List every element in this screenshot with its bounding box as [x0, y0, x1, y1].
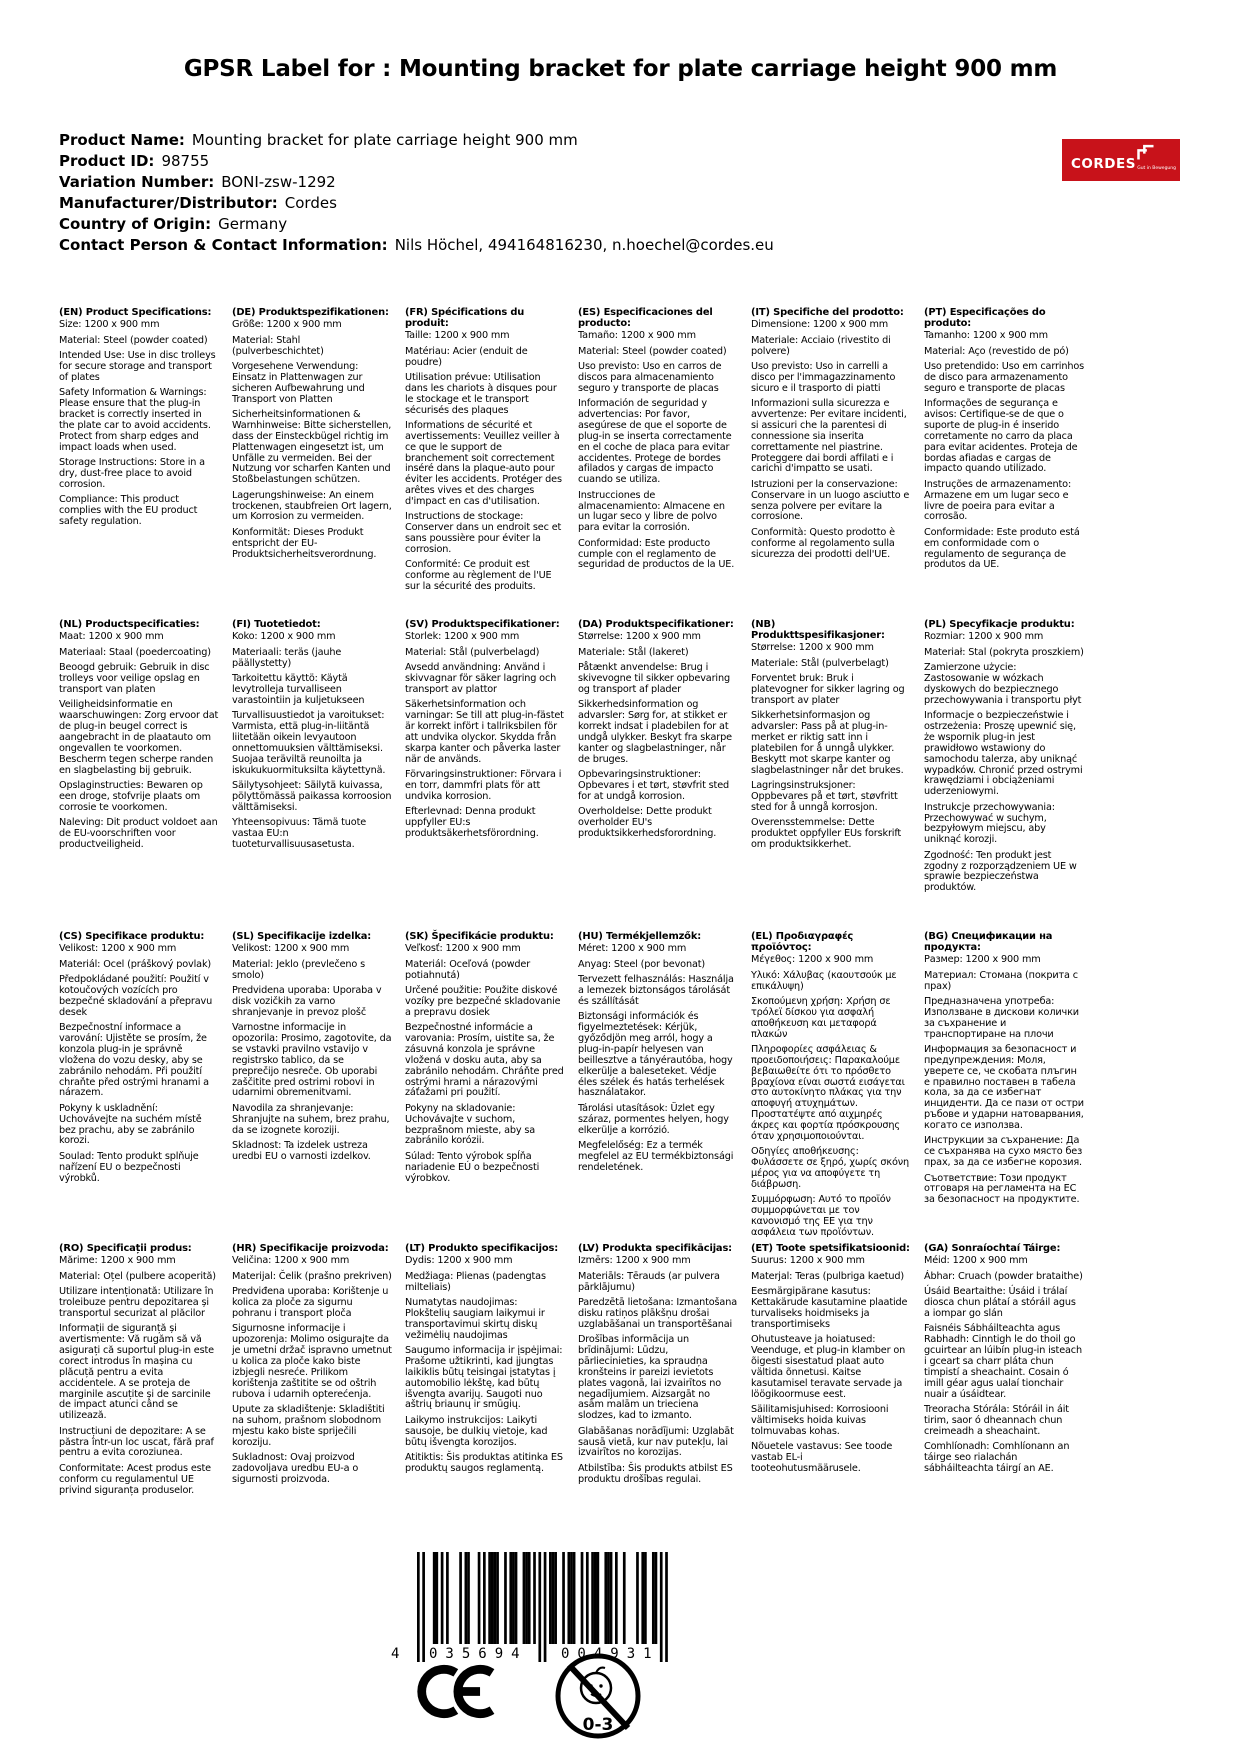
language-paragraph: Glabāšanas norādījumi: Uzglabāt sausā vietā, kur nav putekļu, lai izvairītos no korozijas.	[578, 1425, 734, 1459]
language-paragraph: Drošības informācija un brīdinājumi: Lūdzu, pārliecinieties, ka spraudņa kronšteins ir pareizi ievietots plates vagonā, lai izvairītos no negadījumiem. Aizsargāt no asām malām un trieciena slodzes, kad to izmanto.	[578, 1334, 721, 1422]
product-info-label: Country of Origin:	[59, 214, 212, 233]
language-paragraph: Tervezett felhasználás: Használja a lemezek biztonságos tárolását és szállítását	[578, 974, 734, 1007]
language-paragraphs	[578, 632, 738, 839]
language-paragraph: Naleving: Dit product voldoet aan de EU-voorschriften voor productveiligheid.	[59, 816, 218, 850]
language-paragraph: Koko: 1200 x 900 mm	[232, 631, 336, 643]
language-paragraph: Información de seguridad y advertencias: Por favor, asegúrese de que el soporte de plug-in se inserta correctamente en el coche de placa para evitar accidentes. Protege de bordes afilados y cargas de impacto cuando se utiliza.	[578, 398, 732, 486]
product-info	[59, 130, 774, 255]
product-info-row	[59, 151, 774, 172]
language-paragraphs	[405, 632, 565, 839]
language-paragraph: Conformidade: Este produto está em conformidade com o regulamento de segurança de produtos da UE.	[924, 526, 1080, 571]
language-paragraph: Compliance: This product complies with the EU product safety regulation.	[59, 494, 198, 527]
language-paragraph: Předpokládané použití: Použití v kotoučových vozících pro bezpečné skladování a přepravu desek	[59, 974, 213, 1018]
language-grid	[59, 308, 1097, 1556]
language-heading: (ET) Toote spetsifikatsioonid:	[751, 1243, 910, 1254]
language-paragraph: Konformität: Dieses Produkt entspricht der EU-Produktsicherheitsverordnung.	[232, 526, 377, 560]
language-block	[924, 308, 1097, 620]
language-paragraph: Инструкции за съхранение: Да се съхранява на сухо място без прах, за да се избегне корозия.	[924, 1135, 1083, 1169]
language-paragraph: Informacje o bezpieczeństwie i ostrzeżenia: Proszę upewnić się, że wspornik plug-in jest prawidłowo wstawiony do samochodu talerza, aby uniknąć wypadków. Chronić przed ostrymi krawędziami i obciążeniami uderzeniowymi.	[924, 710, 1083, 798]
language-paragraph: Rozmiar: 1200 x 900 mm	[924, 631, 1044, 643]
language-block	[232, 308, 405, 620]
language-paragraph: Opbevaringsinstruktioner: Opbevares i et tørt, støvfrit sted for at undgå korrosion.	[578, 768, 730, 802]
language-paragraphs	[751, 643, 911, 850]
language-paragraph: Πληροφορίες ασφάλειας & προειδοποιήσεις: Παρακαλούμε βεβαιωθείτε ότι το πρόσθετο βραχίονα είναι σωστά εισάγεται στο αυτοκίνητο πλάκας για την αποφυγή ατυχημάτων. Προστατέψτε από αιχμηρές άκρες και φορτία πρόσκρουσης όταν χρησιμοποιούνται.	[751, 1043, 905, 1143]
language-block	[751, 308, 924, 620]
language-paragraph: Material: Oțel (pulbere acoperită)	[59, 1270, 216, 1282]
language-paragraph: Určené použitie: Použite diskové vozíky pre bezpečné skladovanie a prepravu dosiek	[405, 984, 561, 1018]
language-paragraph: Σκοπούμενη χρήση: Χρήση σε τρόλεϊ δίσκου για ασφαλή αποθήκευση και μεταφορά πλακών	[751, 995, 891, 1040]
language-paragraph: Οδηγίες αποθήκευσης: Φυλάσσετε σε ξηρό, χωρίς σκόνη μέρος για να αποφύγετε τη διάβρωση.	[751, 1146, 909, 1191]
language-paragraph: Opslaginstructies: Bewaren op een droge, stofvrije plaats om corrosie te voorkomen.	[59, 779, 203, 813]
language-paragraph: Predvidena uporaba: Uporaba v disk vozičkih za varno shranjevanje in prevoz plošč	[232, 984, 382, 1018]
language-paragraph: Soulad: Tento produkt splňuje nařízení EU o bezpečnosti výrobků.	[59, 1150, 199, 1184]
product-info-value: BONI-zsw-1292	[221, 172, 336, 191]
cordes-arrows-icon	[1136, 143, 1156, 161]
language-paragraphs	[578, 944, 738, 1173]
language-paragraph: Zgodność: Ten produkt jest zgodny z rozporządzeniem UE w sprawie bezpieczeństwa produktów.	[924, 849, 1077, 894]
language-paragraph: Sukladnost: Ovaj proizvod zadovoljava uredbu EU-a o sigurnosti proizvoda.	[232, 1451, 359, 1485]
language-paragraph: Turvallisuustiedot ja varoitukset: Varmista, että plug-in-liitäntä liitetään oikein levyautoon onnettomuuksien välttämiseksi. Suojaa teräviltä reunoilta ja iskukukuormituksilta käytettynä.	[232, 710, 386, 776]
language-paragraphs	[578, 331, 738, 571]
product-info-value: 98755	[161, 151, 210, 170]
language-heading: (GA) Sonraíochtaí Táirge:	[924, 1243, 1061, 1254]
language-paragraph: Safety Information & Warnings: Please ensure that the plug-in bracket is correctly inserted in the plate car to avoid accidents. Protect from sharp edges and impact loads when used.	[59, 387, 211, 453]
language-paragraph: Dydis: 1200 x 900 mm	[405, 1255, 513, 1267]
language-paragraph: Paredzētā lietošana: Izmantošana disku ratiņos plākšņu drošai uzglabāšanai un transportēšanai	[578, 1296, 737, 1330]
language-paragraphs	[232, 1256, 392, 1485]
language-paragraph: Storage Instructions: Store in a dry, dust-free place to avoid corrosion.	[59, 456, 205, 490]
language-paragraph: Vorgesehene Verwendung: Einsatz in Plattenwagen zur sicheren Aufbewahrung und Transport von Platten	[232, 360, 365, 405]
language-paragraph: Utilizare intenționată: Utilizare în troleibuze pentru depozitarea și transportul securizat al plăcilor	[59, 1286, 214, 1319]
language-paragraph: Treoracha Stórála: Stóráil in áit tirim, saor ó dheannach chun creimeadh a sheachaint.	[924, 1403, 1069, 1437]
language-block	[578, 308, 751, 620]
language-paragraph: Megfelelőség: Ez a termék megfelel az EU termékbiztonsági rendeletének.	[578, 1139, 734, 1173]
language-paragraphs	[405, 944, 565, 1184]
product-info-row	[59, 235, 774, 256]
language-paragraph: Predviđena uporaba: Korištenje u kolica za ploče za sigurnu pohranu i transport ploča	[232, 1286, 389, 1319]
age-warning-0-3-icon	[552, 1650, 644, 1742]
language-paragraph: Suurus: 1200 x 900 mm	[751, 1255, 865, 1267]
language-block	[751, 1244, 924, 1556]
language-paragraphs	[232, 944, 392, 1162]
barcode-left-digits: 035694	[429, 1646, 528, 1662]
language-paragraphs	[751, 320, 911, 560]
language-paragraph: Säilytysohjeet: Säilytä kuivassa, pölyttömässä paikassa korroosion välttämiseksi.	[232, 779, 392, 813]
language-paragraph: Skladnost: Ta izdelek ustreza uredbi EU o varnosti izdelkov.	[232, 1139, 371, 1162]
language-paragraph: Ohutusteave ja hoiatused: Veenduge, et plug-in klamber on õigesti sisestatud plaat auto vältida õnnetusi. Kaitse kasutamisel teravate servade ja löögikoormuse eest.	[751, 1334, 906, 1400]
language-paragraph: Υλικό: Χάλυβας (καουτσούκ με επικάλυψη)	[751, 969, 897, 992]
language-paragraph: Numatytas naudojimas: Plokštelių saugiam laikymui ir transportavimui skirtų diskų vežimėlių naudojimas	[405, 1296, 545, 1341]
language-block	[751, 932, 924, 1244]
language-paragraph: Conformità: Questo prodotto è conforme al regolamento sulla sicurezza dei prodotti dell'UE.	[751, 526, 895, 560]
language-paragraph: Materiale: Acciaio (rivestito di polvere)	[751, 334, 891, 357]
language-paragraph: Tarkoitettu käyttö: Käytä levytrolleja turvalliseen varastointiin ja kuljetukseen	[232, 672, 365, 706]
language-paragraph: Velikost: 1200 x 900 mm	[232, 943, 350, 955]
language-paragraph: Förvaringsinstruktioner: Förvara i en torr, dammfri plats för att undvika korrosion.	[405, 768, 562, 802]
language-heading: (FI) Tuotetiedot:	[232, 619, 321, 630]
language-paragraph: Material: Steel (powder coated)	[578, 345, 727, 357]
language-block	[232, 1244, 405, 1556]
product-info-label: Manufacturer/Distributor:	[59, 193, 278, 212]
barcode-lead-digit: 4	[391, 1646, 400, 1662]
ean13-barcode	[391, 1552, 681, 1666]
language-heading: (CS) Specifikace produktu:	[59, 931, 205, 942]
language-paragraphs	[405, 1256, 565, 1474]
language-paragraph: Atitiktis: Šis produktas atitinka ES produktų saugos reglamentą.	[405, 1451, 563, 1474]
language-paragraph: Atbilstība: Šis produkts atbilst ES produktu drošības regulai.	[578, 1462, 733, 1485]
cordes-logo	[1062, 139, 1180, 181]
language-paragraph: Navodila za shranjevanje: Shranjujte na suhem, brez prahu, da se izognete koroziji.	[232, 1102, 390, 1136]
language-paragraph: Размер: 1200 x 900 mm	[924, 954, 1041, 966]
language-block	[924, 620, 1097, 932]
language-paragraph: Intended Use: Use in disc trolleys for secure storage and transport of plates	[59, 350, 216, 383]
language-block	[751, 620, 924, 932]
language-paragraph: Eesmärgipärane kasutus: Kettakärude kasutamine plaatide turvaliseks hoidmiseks ja transportimiseks	[751, 1286, 908, 1330]
language-paragraph: Medžiaga: Plienas (padengtas milteliais)	[405, 1270, 546, 1293]
language-paragraphs	[924, 955, 1084, 1206]
language-paragraph: Anyag: Steel (por bevonat)	[578, 958, 706, 970]
cordes-logo-tagline: Gut in Bewegung	[1137, 166, 1176, 171]
language-paragraph: Matériau: Acier (enduit de poudre)	[405, 345, 528, 368]
language-paragraph: Laikymo instrukcijos: Laikyti sausoje, be dulkių vietoje, kad būtų išvengta korozijos.	[405, 1414, 548, 1448]
language-paragraph: Conformidad: Este producto cumple con el reglamento de seguridad de productos de la UE.	[578, 537, 735, 571]
product-info-value: Nils Höchel, 494164816230, n.hoechel@cordes.eu	[394, 235, 774, 254]
language-paragraphs	[924, 1256, 1084, 1474]
language-paragraphs	[59, 632, 219, 850]
language-heading: (DA) Produktspecifikationer:	[578, 619, 734, 630]
language-paragraph: Zamierzone użycie: Zastosowanie w wózkach dyskowych do bezpiecznego przechowywania i transportu płyt	[924, 662, 1082, 706]
language-paragraph: Beoogd gebruik: Gebruik in disc trolleys voor veilige opslag en transport van platen	[59, 662, 210, 695]
language-paragraph: Ábhar: Cruach (powder brataithe)	[924, 1270, 1083, 1282]
language-heading: (NB) Produkttspesifikasjoner:	[751, 619, 885, 641]
age-warning-label: 0-3	[582, 1715, 614, 1735]
language-paragraph: Materiale: Stål (pulverbelagt)	[751, 657, 889, 669]
language-paragraph: Biztonsági információk és figyelmeztetések: Kérjük, győződjön meg arról, hogy a plug-in-papír helyesen van beillesztve a tányérautóba, hogy elkerülje a baleseteket. Védje éles szélek és hatás terhelések használatakor.	[578, 1011, 733, 1099]
language-heading: (LT) Produkto specifikacijos:	[405, 1243, 559, 1254]
language-paragraph: Utilisation prévue: Utilisation dans les chariots à disques pour le stockage et le transport sécurisés des plaques	[405, 371, 557, 416]
product-info-row	[59, 193, 774, 214]
language-paragraph: Méid: 1200 x 900 mm	[924, 1255, 1028, 1267]
language-heading: (RO) Specificații produs:	[59, 1243, 192, 1254]
language-heading: (FR) Spécifications du produit:	[405, 307, 525, 329]
language-paragraph: Lagerungshinweise: An einem trockenen, staubfreien Ort lagern, um Korrosion zu vermeiden.	[232, 489, 392, 523]
language-heading: (NL) Productspecificaties:	[59, 619, 200, 630]
language-paragraph: Instructions de stockage: Conserver dans un endroit sec et sans poussière pour éviter la corrosion.	[405, 511, 562, 556]
language-paragraph: Sigurnosne informacije i upozorenja: Molimo osigurajte da je umetni držač ispravno umetnut u kolica za ploče kako biste izbjegli nesreće. Prilikom korištenja zaštitite se od oštrih rubova i udarnih opterećenja.	[232, 1323, 392, 1400]
language-paragraph: Instrucțiuni de depozitare: A se păstra într-un loc uscat, fără praf pentru a evita coroziunea.	[59, 1425, 214, 1459]
language-paragraph: Säkerhetsinformation och varningar: Se till att plug-in-fästet är korrekt infört i tallriksbilen för att undvika olyckor. Skydda från skarpa kanter och påverka laster när de används.	[405, 699, 564, 765]
language-block	[59, 1244, 232, 1556]
language-paragraph: Méret: 1200 x 900 mm	[578, 943, 687, 955]
language-paragraph: Informations de sécurité et avertissements: Veuillez veiller à ce que le support de branchement soit correctement inséré dans la plaque-auto pour éviter les accidents. Protéger des arêtes vives et des charges d'impact en cas d'utilisation.	[405, 419, 562, 508]
language-paragraph: Предназначена употреба: Използване в дискови колички за съхранение и транспортиране на плочи	[924, 995, 1079, 1040]
language-paragraph: Pokyny k uskladnění: Uchovávejte na suchém místě bez prachu, aby se zabránilo korozi.	[59, 1102, 202, 1147]
language-block	[59, 932, 232, 1244]
language-paragraph: Materiāls: Tērauds (ar pulvera pārklājumu)	[578, 1270, 720, 1293]
language-paragraph: Sikkerhedsinformation og advarsler: Sørg for, at stikket er korrekt indsat i pladebilen for at undgå ulykker. Beskyt fra skarpe kanter og slagbelastninger, når de bruges.	[578, 699, 732, 765]
language-paragraph: Material: Stål (pulverbelagd)	[405, 646, 540, 658]
language-paragraph: Mărime: 1200 x 900 mm	[59, 1255, 176, 1267]
language-paragraph: Comhlíonadh: Comhlíonann an táirge seo rialachán sábháilteachta táirgí an AE.	[924, 1440, 1070, 1474]
language-paragraph: Úsáid Beartaithe: Úsáid i trálaí diosca chun plátaí a stóráil agus a iompar go slán	[924, 1286, 1076, 1319]
language-paragraph: Materiale: Stål (lakeret)	[578, 646, 689, 658]
language-paragraph: Instrucciones de almacenamiento: Almacene en un lugar seco y libre de polvo para evitar la corrosión.	[578, 489, 725, 534]
cordes-logo-text: CORDES	[1071, 156, 1136, 172]
language-paragraphs	[924, 331, 1084, 571]
language-paragraph: Veľkosť: 1200 x 900 mm	[405, 943, 521, 955]
product-info-row	[59, 130, 774, 151]
language-paragraph: Påtænkt anvendelse: Brug i skivevogne til sikker opbevaring og transport af plader	[578, 662, 730, 695]
language-paragraphs	[59, 320, 219, 527]
ce-mark-icon	[415, 1664, 499, 1719]
language-paragraph: Größe: 1200 x 900 mm	[232, 319, 342, 331]
language-paragraph: Säilitamisjuhised: Korrosiooni vältimiseks hoida kuivas tolmuvabas kohas.	[751, 1403, 889, 1437]
language-paragraph: Forventet bruk: Bruk i platevogner for sikker lagring og transport av plater	[751, 672, 905, 706]
language-paragraph: Velikost: 1200 x 900 mm	[59, 943, 177, 955]
language-block	[232, 620, 405, 932]
product-info-label: Contact Person & Contact Information:	[59, 235, 388, 254]
language-heading: (BG) Спецификации на продукта:	[924, 931, 1053, 953]
language-paragraph: Materiaali: teräs (jauhe päällystetty)	[232, 646, 342, 669]
language-heading: (ES) Especificaciones del producto:	[578, 307, 713, 329]
language-paragraphs	[405, 331, 565, 593]
language-block	[405, 932, 578, 1244]
language-heading: (HU) Termékjellemzők:	[578, 931, 702, 942]
language-block	[405, 620, 578, 932]
language-paragraph: Materijal: Čelik (prašno prekriven)	[232, 1270, 392, 1282]
language-heading: (SL) Specifikacije izdelka:	[232, 931, 372, 942]
product-info-label: Variation Number:	[59, 172, 215, 191]
product-info-row	[59, 172, 774, 193]
language-paragraphs	[751, 1256, 911, 1474]
language-heading: (SK) Špecifikácie produktu:	[405, 931, 554, 942]
language-paragraph: Sicherheitsinformationen & Warnhinweise: Bitte sicherstellen, dass der Einsteckbügel richtig im Plattenwagen eingesetzt ist, um Unfälle zu vermeiden. Bei der Nutzung vor scharfen Kanten und Stoßbelastungen schützen.	[232, 408, 392, 486]
language-paragraph: Størrelse: 1200 x 900 mm	[751, 642, 874, 654]
language-paragraph: Bezpečnostní informace a varování: Ujistěte se prosím, že konzola plug-in je správně vložena do vozu desky, aby se zabránilo nehodám. Při použití chraňte před ostrými hranami a nárazem.	[59, 1022, 209, 1099]
baby-face-icon	[581, 1673, 611, 1703]
language-paragraph: Faisnéis Sábháilteachta agus Rabhadh: Cinntigh le do thoil go gcuirtear an lúibín plug-in isteach i gceart sa charr pláta chun timpistí a sheachaint. Cosain ó imill géar agus ualaí tionchair nuair a úsáidtear.	[924, 1323, 1082, 1400]
language-paragraph: Instruções de armazenamento: Armazene em um lugar seco e livre de poeira para evitar a corrosão.	[924, 478, 1072, 523]
language-paragraph: Overensstemmelse: Dette produktet oppfyller EUs forskrift om produktsikkerhet.	[751, 816, 902, 850]
language-paragraphs	[232, 632, 392, 850]
language-paragraph: Veiligheidsinformatie en waarschuwingen: Zorg ervoor dat de plug-in beugel correct is aangebracht in de plaatauto om ongevallen te voorkomen. Bescherm tegen scherpe randen en slagbelasting bij gebruik.	[59, 699, 219, 776]
language-paragraph: Material: Stahl (pulverbeschichtet)	[232, 334, 324, 357]
language-block	[578, 932, 751, 1244]
language-block	[924, 1244, 1097, 1556]
language-paragraphs	[578, 1256, 738, 1485]
language-paragraph: Material: Aço (revestido de pó)	[924, 345, 1069, 357]
language-block	[578, 620, 751, 932]
language-paragraph: Istruzioni per la conservazione: Conservare in un luogo asciutto e senza polvere per evitare la corrosione.	[751, 478, 910, 523]
language-paragraph: Uso previsto: Uso en carros de discos para almacenamiento seguro y transporte de placas	[578, 360, 722, 394]
page-title: GPSR Label for : Mounting bracket for plate carriage height 900 mm	[183, 56, 1058, 82]
language-paragraph: Tamanho: 1200 x 900 mm	[924, 330, 1048, 342]
language-paragraph: Sikkerhetsinformasjon og advarsler: Pass på at plug-in-merket er riktig satt inn i platebilen for å unngå ulykker. Beskytt mot skarpe kanter og slagbelastninger når det brukes.	[751, 710, 904, 776]
language-block	[405, 1244, 578, 1556]
language-block	[59, 620, 232, 932]
language-paragraph: Material: Steel (powder coated)	[59, 334, 208, 346]
language-paragraph: Dimensione: 1200 x 900 mm	[751, 319, 889, 331]
language-paragraph: Lagringsinstruksjoner: Oppbevares på et tørt, støvfritt sted for å unngå korrosjon.	[751, 779, 898, 813]
language-block	[924, 932, 1097, 1244]
language-paragraph: Overholdelse: Dette produkt overholder EU's produktsikkerhedsforordning.	[578, 806, 717, 839]
language-paragraphs	[59, 944, 219, 1184]
language-paragraphs	[924, 632, 1084, 894]
language-paragraph: Bezpečnostné informácie a varovania: Prosím, uistite sa, že zásuvná konzola je správne vložená v dosku auta, aby sa zabránilo nehodám. Chráňte pred ostrými hrami a nárazovými záťažami pri použití.	[405, 1022, 564, 1099]
language-paragraph: Uso pretendido: Uso em carrinhos de disco para armazenamento seguro e transporte de placas	[924, 360, 1085, 394]
language-paragraph: Informații de siguranță și avertismente: Vă rugăm să vă asigurați că suportul plug-in este corect introdus în mașina cu plăcuță pentru a evita accidentele. A se proteja de marginile ascuțite și de sarcinile de impact atunci când se utilizează.	[59, 1323, 214, 1422]
language-paragraph: Materiál: Ocel (práškový povlak)	[59, 958, 212, 970]
language-paragraph: Material: Jeklo (prevlečeno s smolo)	[232, 958, 365, 981]
language-paragraph: Uso previsto: Uso in carrelli a disco per l'immagazzinamento sicuro e il trasporto di piatti	[751, 360, 896, 394]
language-paragraph: Maat: 1200 x 900 mm	[59, 631, 164, 643]
product-info-row	[59, 214, 774, 235]
product-info-value: Cordes	[284, 193, 337, 212]
language-paragraph: Materiaal: Staal (poedercoating)	[59, 646, 211, 658]
language-heading: (PL) Specyfikacje produktu:	[924, 619, 1075, 630]
language-paragraph: Efterlevnad: Denna produkt uppfyller EU:s produktsäkerhetsförordning.	[405, 806, 539, 839]
language-block	[405, 308, 578, 620]
language-paragraph: Информация за безопасност и предупреждения: Моля, уверете се, че скобата плъгин е правилно поставен в табела кола, за да се избегнат инциденти. Да се пази от остри ръбове и ударни натоварвания, когато се използва.	[924, 1043, 1084, 1132]
language-paragraphs	[59, 1256, 219, 1496]
product-info-label: Product Name:	[59, 131, 185, 149]
language-heading: (PT) Especificações do produto:	[924, 307, 1046, 329]
language-paragraph: Conformité: Ce produit est conforme au règlement de l'UE sur la sécurité des produits.	[405, 559, 552, 593]
language-paragraph: Taille: 1200 x 900 mm	[405, 330, 510, 342]
language-heading: (SV) Produktspecifikationer:	[405, 619, 560, 630]
language-block	[232, 932, 405, 1244]
language-paragraphs	[751, 955, 911, 1239]
language-block	[59, 308, 232, 620]
language-paragraph: Veličina: 1200 x 900 mm	[232, 1255, 350, 1267]
language-heading: (EL) Προδιαγραφές προϊόντος:	[751, 931, 854, 953]
language-paragraph: Súlad: Tento výrobok spĺňa nariadenie EÚ o bezpečnosti výrobkov.	[405, 1150, 540, 1184]
language-paragraph: Varnostne informacije in opozorila: Prosimo, zagotovite, da se vstavki pravilno vstavijo v registrsko tablico, da se preprečijo nesreče. Ob uporabi zaščitite pred ostrimi robovi in udarnimi obremenitvami.	[232, 1022, 392, 1099]
language-paragraph: Storlek: 1200 x 900 mm	[405, 631, 520, 643]
language-paragraph: Συμμόρφωση: Αυτό το προϊόν συμμορφώνεται με τον κανονισμό της ΕΕ για την ασφάλεια των προϊόντων.	[751, 1194, 891, 1239]
language-paragraph: Informazioni sulla sicurezza e avvertenze: Per evitare incidenti, si assicuri che la parentesi di connessione sia inserita correttamente nel piastrine. Proteggere dai bordi affilati e i carichi d'impatto se usati.	[751, 398, 907, 475]
language-paragraph: Upute za skladištenje: Skladištiti na suhom, prašnom slobodnom mjestu kako biste spriječili koroziju.	[232, 1403, 385, 1448]
language-paragraph: Instrukcje przechowywania: Przechowywać w suchym, bezpyłowym miejscu, aby uniknąć korozji.	[924, 801, 1055, 846]
language-paragraph: Materiał: Stal (pokryta proszkiem)	[924, 646, 1084, 658]
language-paragraph: Conformitate: Acest produs este conform cu regulamentul UE privind siguranța produselor.	[59, 1462, 211, 1496]
language-heading: (EN) Product Specifications:	[59, 307, 212, 318]
language-paragraph: Pokyny na skladovanie: Uchovávajte v suchom, bezprašnom mieste, aby sa zabránilo korózii.	[405, 1102, 536, 1147]
language-paragraph: Tamaño: 1200 x 900 mm	[578, 330, 696, 342]
language-paragraph: Tárolási utasítások: Üzlet egy száraz, pormentes helyen, hogy elkerülje a korrózió.	[578, 1102, 729, 1136]
barcode-right-digits: 004931	[561, 1646, 660, 1662]
language-paragraph: Nõuetele vastavus: See toode vastab EL-i tooteohutusmäärusele.	[751, 1440, 893, 1474]
language-paragraph: Μέγεθος: 1200 x 900 mm	[751, 954, 874, 966]
language-paragraph: Size: 1200 x 900 mm	[59, 319, 160, 331]
language-paragraph: Материал: Стомана (покрита с прах)	[924, 969, 1078, 992]
language-heading: (LV) Produkta specifikācijas:	[578, 1243, 732, 1254]
language-paragraph: Yhteensopivuus: Tämä tuote vastaa EU:n tuoteturvallisuusasetusta.	[232, 816, 367, 850]
language-paragraph: Informações de segurança e avisos: Certifique-se de que o suporte de plug-in é inserido corretamente no carro da placa para evitar acidentes. Proteja de bordas afiadas e cargas de impacto quando utilizado.	[924, 398, 1078, 475]
product-info-value: Germany	[218, 214, 288, 233]
language-heading: (HR) Specifikacije proizvoda:	[232, 1243, 389, 1254]
language-paragraph: Saugumo informacija ir įspėjimai: Prašome užtikrinti, kad įjungtas laikiklis būtų teisingai įstatytas į automobilio lėkštę, kad būtų išvengta avarijų. Saugoti nuo aštrių briaunų ir smūgių.	[405, 1344, 563, 1411]
product-info-label: Product ID:	[59, 151, 155, 170]
language-heading: (IT) Specifiche del prodotto:	[751, 307, 904, 318]
language-paragraph: Materiál: Oceľová (powder potiahnutá)	[405, 958, 531, 981]
language-paragraph: Avsedd användning: Använd i skivvagnar för säker lagring och transport av plattor	[405, 662, 557, 695]
language-paragraph: Съответствие: Този продукт отговаря на регламента на ЕС за безопасност на продуктите.	[924, 1172, 1080, 1206]
product-info-value: Mounting bracket for plate carriage height 900 mm	[191, 131, 578, 149]
language-paragraph: Izmērs: 1200 x 900 mm	[578, 1255, 691, 1267]
language-block	[578, 1244, 751, 1556]
language-paragraph: Materjal: Teras (pulbriga kaetud)	[751, 1270, 904, 1282]
language-heading: (DE) Produktspezifikationen:	[232, 307, 389, 318]
language-paragraphs	[232, 320, 392, 560]
language-paragraph: Størrelse: 1200 x 900 mm	[578, 631, 701, 643]
